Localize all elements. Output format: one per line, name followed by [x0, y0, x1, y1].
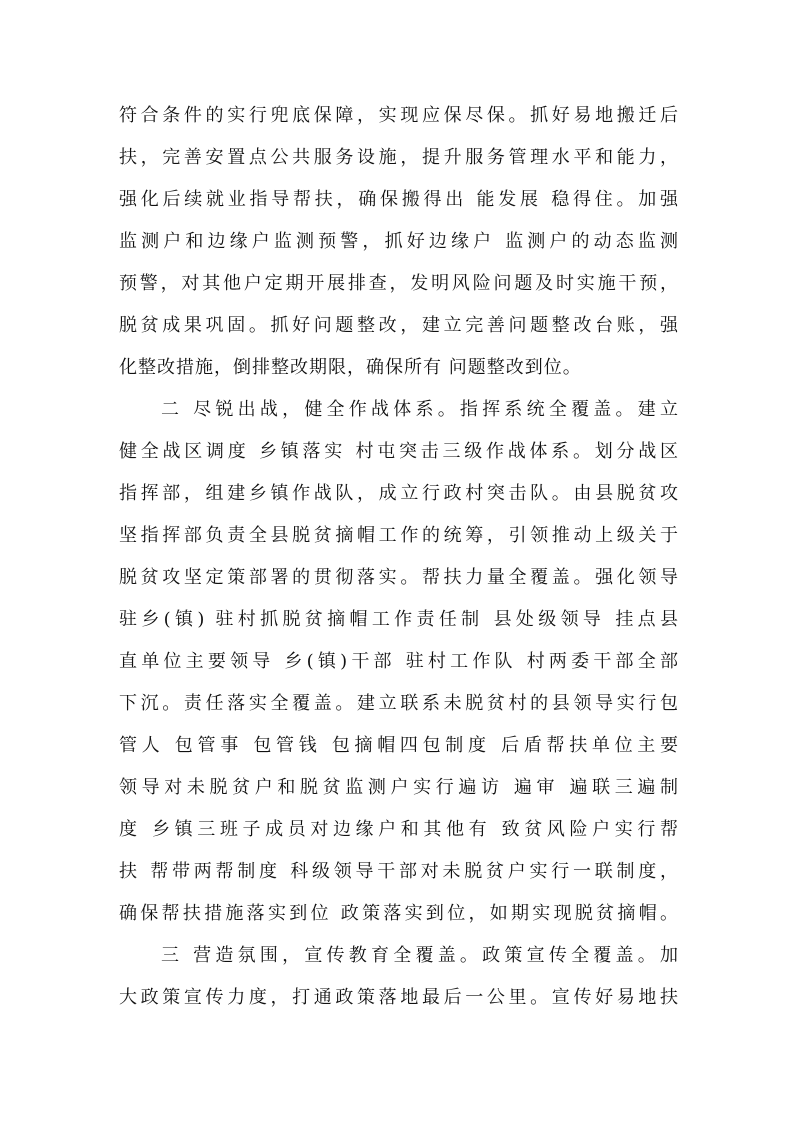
- text-line: 下沉。责任落实全覆盖。建立联系未脱贫村的县领导实行包: [119, 693, 679, 714]
- text-line: 指挥部，组建乡镇作战队，成立行政村突击队。由县脱贫攻: [119, 483, 679, 504]
- text-line: 扶，完善安置点公共服务设施，提升服务管理水平和能力，: [119, 147, 679, 168]
- text-line: 预警，对其他户定期开展排查，发明风险问题及时实施干预，: [119, 273, 679, 294]
- text-line: 符合条件的实行兜底保障，实现应保尽保。抓好易地搬迁后: [119, 105, 679, 126]
- text-line: 化整改措施，倒排整改期限，确保所有 问题整改到位。: [119, 357, 582, 378]
- text-line: 坚指挥部负责全县脱贫摘帽工作的统筹，引领推动上级关于: [119, 525, 679, 546]
- text-line: 大政策宣传力度，打通政策落地最后一公里。宣传好易地扶: [119, 987, 679, 1008]
- text-line: 强化后续就业指导帮扶，确保搬得出 能发展 稳得住。加强: [119, 189, 679, 210]
- text-line: 三 营造氛围，宣传教育全覆盖。政策宣传全覆盖。加: [161, 945, 679, 966]
- text-line: 健全战区调度 乡镇落实 村屯突击三级作战体系。划分战区: [119, 441, 679, 462]
- text-line: 脱贫成果巩固。抓好问题整改，建立完善问题整改台账，强: [119, 315, 679, 336]
- text-line: 监测户和边缘户监测预警，抓好边缘户 监测户的动态监测: [119, 231, 679, 252]
- text-line: 驻乡(镇) 驻村抓脱贫摘帽工作责任制 县处级领导 挂点县: [119, 609, 679, 630]
- text-line: 直单位主要领导 乡(镇)干部 驻村工作队 村两委干部全部: [119, 651, 679, 672]
- text-line: 确保帮扶措施落实到位 政策落实到位，如期实现脱贫摘帽。: [119, 903, 679, 924]
- text-line: 领导对未脱贫户和脱贫监测户实行遍访 遍审 遍联三遍制: [119, 777, 679, 798]
- text-line: 扶 帮带两帮制度 科级领导干部对未脱贫户实行一联制度，: [119, 861, 679, 882]
- text-line: 管人 包管事 包管钱 包摘帽四包制度 后盾帮扶单位主要: [119, 735, 679, 756]
- text-line: 脱贫攻坚定策部署的贯彻落实。帮扶力量全覆盖。强化领导: [119, 567, 679, 588]
- text-line: 二 尽锐出战，健全作战体系。指挥系统全覆盖。建立: [161, 399, 679, 420]
- text-line: 度 乡镇三班子成员对边缘户和其他有 致贫风险户实行帮: [119, 819, 679, 840]
